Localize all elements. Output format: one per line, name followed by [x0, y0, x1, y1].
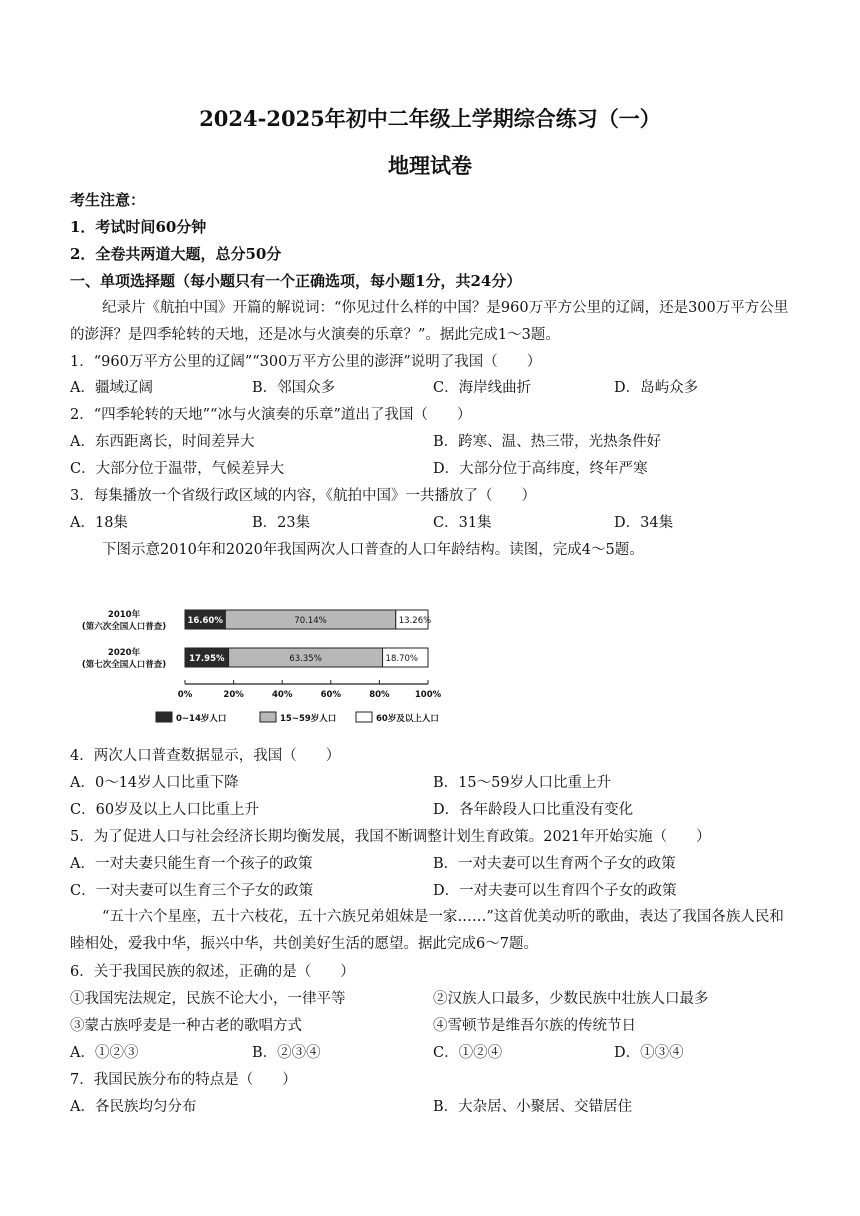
intro-paragraph-2: 下图示意2010年和2020年我国两次人口普查的人口年龄结构。读图，完成4～5题。 [102, 542, 644, 558]
section-heading: 一、单项选择题（每小题只有一个正确选项，每小题1分，共24分） [70, 272, 522, 290]
q5-option-a[interactable]: A．一对夫妻只能生育一个孩子的政策 [70, 856, 313, 872]
q6-statement-3: ③蒙古族呼麦是一种古老的歌唱方式 [70, 1018, 302, 1034]
q3-option-b[interactable]: B．23集 [252, 515, 311, 531]
q4-option-b[interactable]: B．15～59岁人口比重上升 [433, 775, 612, 791]
notice-heading: 考生注意： [70, 191, 146, 209]
q2-option-a[interactable]: A．东西距离长，时间差异大 [70, 434, 255, 450]
x-tick-label: 20% [223, 690, 244, 700]
question-2-stem: 2．“四季轮转的天地”“冰与火演奏的乐章”道出了我国（ ） [70, 407, 472, 423]
category-label: (第六次全国人口普查) [81, 622, 167, 632]
exam-subtitle: 地理试卷 [388, 153, 472, 178]
q5-option-b[interactable]: B．一对夫妻可以生育两个子女的政策 [433, 856, 676, 872]
q6-statement-1: ①我国宪法规定，民族不论大小，一律平等 [70, 991, 346, 1007]
q1-option-c[interactable]: C．海岸线曲折 [433, 380, 532, 396]
q4-option-d[interactable]: D．各年龄段人口比重没有变化 [433, 802, 634, 818]
category-label: 2010年 [107, 610, 141, 620]
q4-option-c[interactable]: C．60岁及以上人口比重上升 [70, 802, 260, 818]
legend-swatch [356, 712, 372, 722]
q6-option-b[interactable]: B．②③④ [252, 1045, 321, 1061]
category-label: (第七次全国人口普查) [81, 660, 167, 670]
legend-swatch [260, 712, 276, 722]
data-label: 70.14% [294, 616, 327, 626]
q1-option-a[interactable]: A．疆域辽阔 [70, 380, 153, 396]
question-4-stem: 4．两次人口普查数据显示，我国（ ） [70, 748, 341, 764]
data-label: 63.35% [289, 654, 322, 664]
data-label: 13.26% [398, 616, 432, 626]
data-label: 18.70% [385, 654, 418, 664]
q5-option-c[interactable]: C．一对夫妻可以生育三个子女的政策 [70, 883, 314, 899]
q2-option-b[interactable]: B．跨寒、温、热三带，光热条件好 [433, 434, 662, 450]
data-label: 16.60% [187, 616, 223, 626]
intro-paragraph-3: “五十六个星座，五十六枝花，五十六族兄弟姐妹是一家……”这首优美动听的歌曲，表达了我国各族人民和睦相处，爱我中华，振兴中华，共创美好生活的愿望。据此完成6～7题。 [70, 909, 784, 952]
x-tick-label: 40% [272, 690, 293, 700]
legend-label: 15~59岁人口 [280, 714, 337, 724]
notice-item-score: 2．全卷共两道大题，总分50分 [70, 245, 282, 263]
q1-option-b[interactable]: B．邻国众多 [252, 380, 336, 396]
q6-statement-4: ④雪顿节是维吾尔族的传统节日 [433, 1018, 636, 1034]
question-1-stem: 1．“960万平方公里的辽阔”“300万平方公里的澎湃”说明了我国（ ） [70, 354, 542, 370]
q4-option-a[interactable]: A．0～14岁人口比重下降 [70, 775, 239, 791]
question-3-stem: 3．每集播放一个省级行政区域的内容，《航拍中国》一共播放了（ ） [70, 488, 536, 504]
x-tick-label: 100% [414, 690, 442, 700]
q3-option-c[interactable]: C．31集 [433, 515, 492, 531]
q6-statement-2: ②汉族人口最多，少数民族中壮族人口最多 [433, 991, 709, 1007]
q7-option-a[interactable]: A．各民族均匀分布 [70, 1099, 197, 1115]
x-tick-label: 80% [369, 690, 390, 700]
q6-option-a[interactable]: A．①②③ [70, 1045, 139, 1061]
question-5-stem: 5．为了促进人口与社会经济长期均衡发展，我国不断调整计划生育政策。2021年开始实施（ ） [70, 829, 711, 845]
q6-option-d[interactable]: D．①③④ [614, 1045, 684, 1061]
q3-option-a[interactable]: A．18集 [70, 515, 128, 531]
q2-option-d[interactable]: D．大部分位于高纬度，终年严寒 [433, 461, 648, 477]
question-6-stem: 6．关于我国民族的叙述，正确的是（ ） [70, 964, 355, 980]
q3-option-d[interactable]: D．34集 [614, 515, 674, 531]
q7-option-b[interactable]: B．大杂居、小聚居、交错居住 [433, 1099, 633, 1115]
category-label: 2020年 [107, 648, 141, 658]
q5-option-d[interactable]: D．一对夫妻可以生育四个子女的政策 [433, 883, 677, 899]
question-7-stem: 7．我国民族分布的特点是（ ） [70, 1072, 297, 1088]
notice-item-time: 1．考试时间60分钟 [70, 218, 207, 236]
intro-paragraph-1: 纪录片《航拍中国》开篇的解说词：“你见过什么样的中国？是960万平方公里的辽阔，还是300万平方公里的澎湃？是四季轮转的天地，还是冰与火演奏的乐章？”。据此完成1～3题。 [70, 300, 789, 343]
legend-swatch [156, 712, 172, 722]
q1-option-d[interactable]: D．岛屿众多 [614, 380, 699, 396]
data-label: 17.95% [189, 654, 225, 664]
legend-label: 0~14岁人口 [176, 714, 227, 724]
x-tick-label: 0% [177, 690, 193, 700]
x-tick-label: 60% [320, 690, 341, 700]
population-age-chart [60, 590, 470, 732]
q2-option-c[interactable]: C．大部分位于温带，气候差异大 [70, 461, 285, 477]
legend-label: 60岁及以上人口 [376, 714, 439, 724]
exam-title: 2024-2025年初中二年级上学期综合练习（一） [199, 106, 661, 131]
q6-option-c[interactable]: C．①②④ [433, 1045, 503, 1061]
